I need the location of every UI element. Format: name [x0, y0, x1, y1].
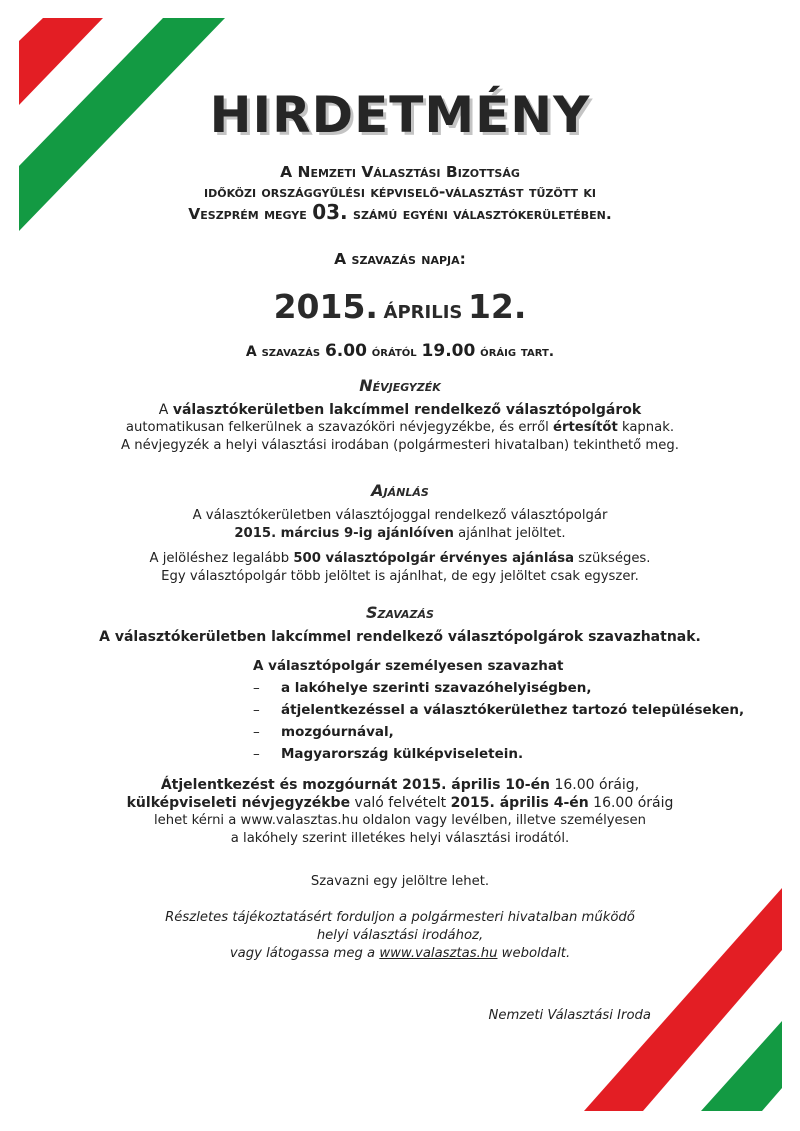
voting-date-month: április: [383, 295, 463, 324]
ajanlas-line-4: Egy választópolgár több jelöltet is ajánlhat, de egy jelöltet csak egyszer.: [161, 569, 639, 584]
ajanlas-l3-bold: 500 választópolgár érvényes ajánlása: [293, 551, 574, 566]
voting-date-year: 2015.: [273, 287, 378, 326]
deadlines-line-2: [0, 794, 800, 812]
nevjegyzek-line-2: [0, 419, 800, 437]
header-line-3-post: számú egyéni választókerületében.: [347, 205, 612, 223]
ajanlas-l2-post: ajánlhat jelöltet.: [453, 526, 566, 541]
ajanlas-l2-bold: 2015. március 9-ig ajánlóíven: [234, 526, 454, 541]
header-line-3: [0, 202, 800, 224]
dash-bullet-icon: –: [253, 702, 260, 718]
nevjegyzek-l1-bold: választókerületben lakcímmel rendelkező választópolgárok: [172, 402, 642, 418]
ajanlas-text-1: [0, 507, 800, 543]
signature: Nemzeti Választási Iroda: [488, 1008, 651, 1023]
dash-bullet-icon: –: [253, 724, 260, 740]
szavazas-line-2: A választópolgár személyesen szavazhat: [253, 658, 564, 674]
list-item-text: átjelentkezéssel a választókerülethez tartozó településeken,: [281, 702, 745, 718]
hours-post: óráig tart.: [475, 344, 555, 360]
header-line-2: időközi országgyűlési képviselő-választást tűzött ki: [204, 183, 596, 201]
ajanlas-text-2: [0, 550, 800, 586]
dash-bullet-icon: –: [253, 680, 260, 696]
info-l3-post: weboldalt.: [497, 946, 571, 961]
info-line-3: [0, 945, 800, 963]
deadlines-l2-mid: való felvételt: [350, 795, 451, 811]
nevjegyzek-l2-post: kapnak.: [617, 420, 675, 435]
voting-day-label: A szavazás napja:: [334, 250, 466, 268]
list-item: [253, 677, 744, 699]
ajanlas-line-3: [0, 550, 800, 568]
nevjegyzek-l2-pre: automatikusan felkerülnek a szavazóköri névjegyzékbe, és erről: [125, 420, 554, 435]
voting-date-day: 12.: [467, 287, 527, 326]
info-line-2: helyi választási irodához,: [316, 928, 484, 943]
voting-date: [0, 287, 800, 326]
hours-to: 19.00: [421, 341, 476, 361]
one-candidate-note: Szavazni egy jelöltre lehet.: [310, 874, 490, 889]
info-text: [0, 909, 800, 963]
list-item: [253, 721, 744, 743]
deadlines-l2-post: 16.00 óráig: [588, 795, 674, 811]
hours-mid: órától: [366, 344, 422, 360]
nevjegyzek-l1-pre: A: [158, 402, 173, 418]
ajanlas-l3-post: szükséges.: [573, 551, 651, 566]
list-item-text: a lakóhelye szerinti szavazóhelyiségben,: [281, 680, 592, 696]
list-item-text: mozgóurnával,: [281, 724, 394, 740]
header-line-3-pre: Veszprém megye: [188, 205, 313, 223]
info-l3-pre: vagy látogassa meg a: [229, 946, 380, 961]
deadlines-line-3: lehet kérni a www.valasztas.hu oldalon vagy levélben, illetve személyesen: [153, 813, 647, 828]
district-number: 03.: [312, 200, 348, 224]
page-title: HIRDETMÉNY: [209, 86, 591, 144]
nevjegyzek-line-1: [0, 401, 800, 419]
nevjegyzek-l2-bold: értesítőt: [553, 420, 618, 435]
dash-bullet-icon: –: [253, 746, 260, 762]
deadlines-text: [0, 776, 800, 848]
voting-hours: [0, 341, 800, 361]
section-heading-ajanlas: Ajánlás: [371, 481, 429, 500]
hours-from: 6.00: [324, 341, 367, 361]
section-heading-nevjegyzek: Névjegyzék: [359, 376, 441, 395]
voting-methods-list: [253, 677, 744, 765]
list-item-text: Magyarország külképviseletein.: [281, 746, 524, 762]
info-line-1: Részletes tájékoztatásért forduljon a polgármesteri hivatalban működő: [165, 910, 635, 925]
header-line-1: A Nemzeti Választási Bizottság: [280, 163, 520, 181]
ajanlas-line-1: A választókerületben választójoggal rendelkező választópolgár: [192, 508, 608, 523]
hours-pre: A szavazás: [245, 344, 325, 360]
nevjegyzek-text: [0, 401, 800, 455]
deadlines-l2-bold1: külképviseleti névjegyzékbe: [126, 795, 351, 811]
website-link[interactable]: www.valasztas.hu: [379, 946, 498, 961]
section-heading-szavazas: Szavazás: [366, 603, 434, 622]
list-item: [253, 699, 744, 721]
szavazas-line-1: A választókerületben lakcímmel rendelkező választópolgárok szavazhatnak.: [99, 629, 701, 645]
ajanlas-l3-pre: A jelöléshez legalább: [149, 551, 294, 566]
deadlines-line-1: [0, 776, 800, 794]
list-item: [253, 743, 744, 765]
deadlines-l1-bold: Átjelentkezést és mozgóurnát 2015. április 10-én: [160, 777, 551, 793]
announcement-header: [0, 162, 800, 224]
nevjegyzek-line-3: A névjegyzék a helyi választási irodában (polgármesteri hivatalban) tekinthető meg.: [121, 438, 679, 453]
deadlines-l1-post: 16.00 óráig,: [550, 777, 640, 793]
deadlines-line-4: a lakóhely szerint illetékes helyi választási irodától.: [230, 831, 570, 846]
ajanlas-line-2: [0, 525, 800, 543]
bottom-right-green-stripe: [701, 1021, 782, 1111]
deadlines-l2-bold2: 2015. április 4-én: [450, 795, 589, 811]
